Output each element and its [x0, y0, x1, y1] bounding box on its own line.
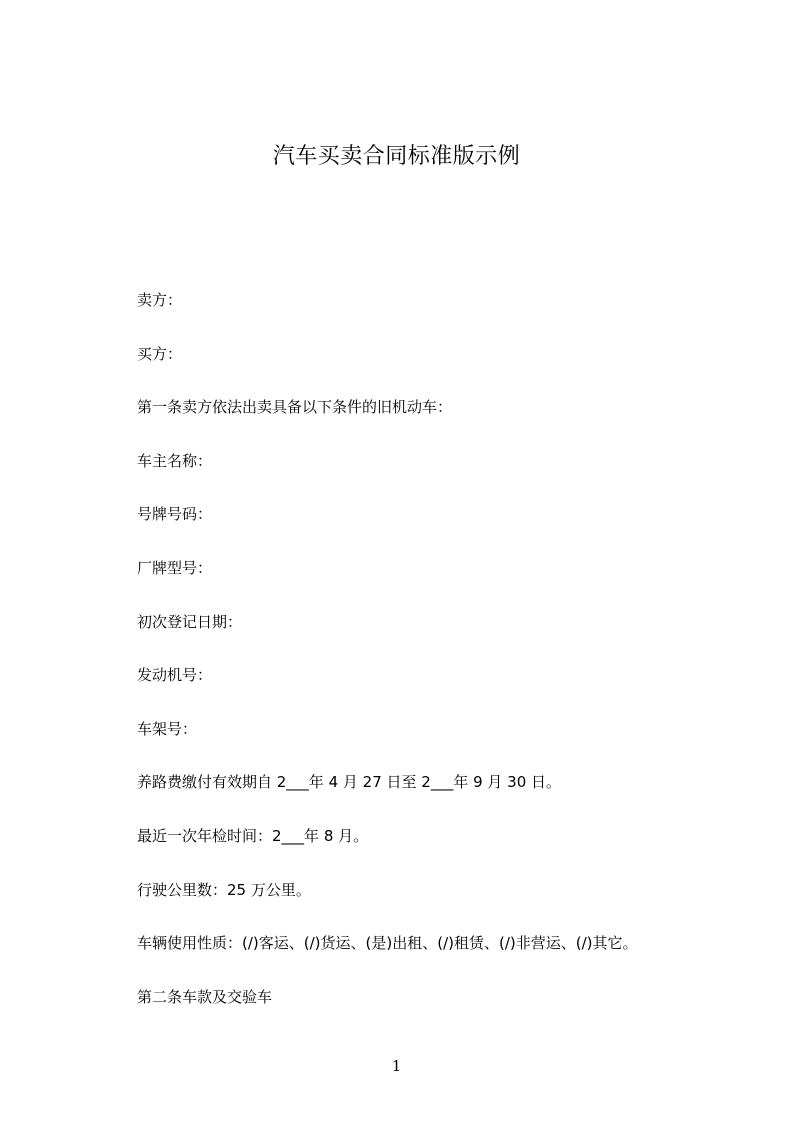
engine-number-line: 发动机号： [137, 666, 213, 685]
buyer-line: 买方： [137, 344, 183, 363]
brand-model-line: 厂牌型号： [137, 558, 213, 577]
first-registration-date-line: 初次登记日期： [137, 612, 243, 631]
article-two-heading: 第二条车款及交验车 [137, 987, 273, 1006]
road-fee-validity-line: 养路费缴付有效期自 2___年 4 月 27 日至 2___年 9 月 30 日。 [137, 773, 562, 792]
frame-number-line: 车架号： [137, 719, 198, 738]
annual-inspection-line: 最近一次年检时间：2___年 8 月。 [137, 826, 369, 845]
owner-name-line: 车主名称： [137, 451, 213, 470]
seller-line: 卖方： [137, 291, 183, 309]
article-one-heading: 第一条卖方依法出卖具备以下条件的旧机动车： [137, 398, 453, 417]
contract-body [137, 287, 737, 1037]
vehicle-usage-line: 车辆使用性质：(/)客运、(/)货运、(是)出租、(/)租赁、(/)非营运、(/)其它。 [137, 934, 638, 953]
mileage-line: 行驶公里数：25 万公里。 [137, 880, 311, 899]
plate-number-line: 号牌号码： [137, 505, 213, 524]
page-number: 1 [391, 1057, 402, 1075]
document-title: 汽车买卖合同标准版示例 [272, 144, 521, 169]
